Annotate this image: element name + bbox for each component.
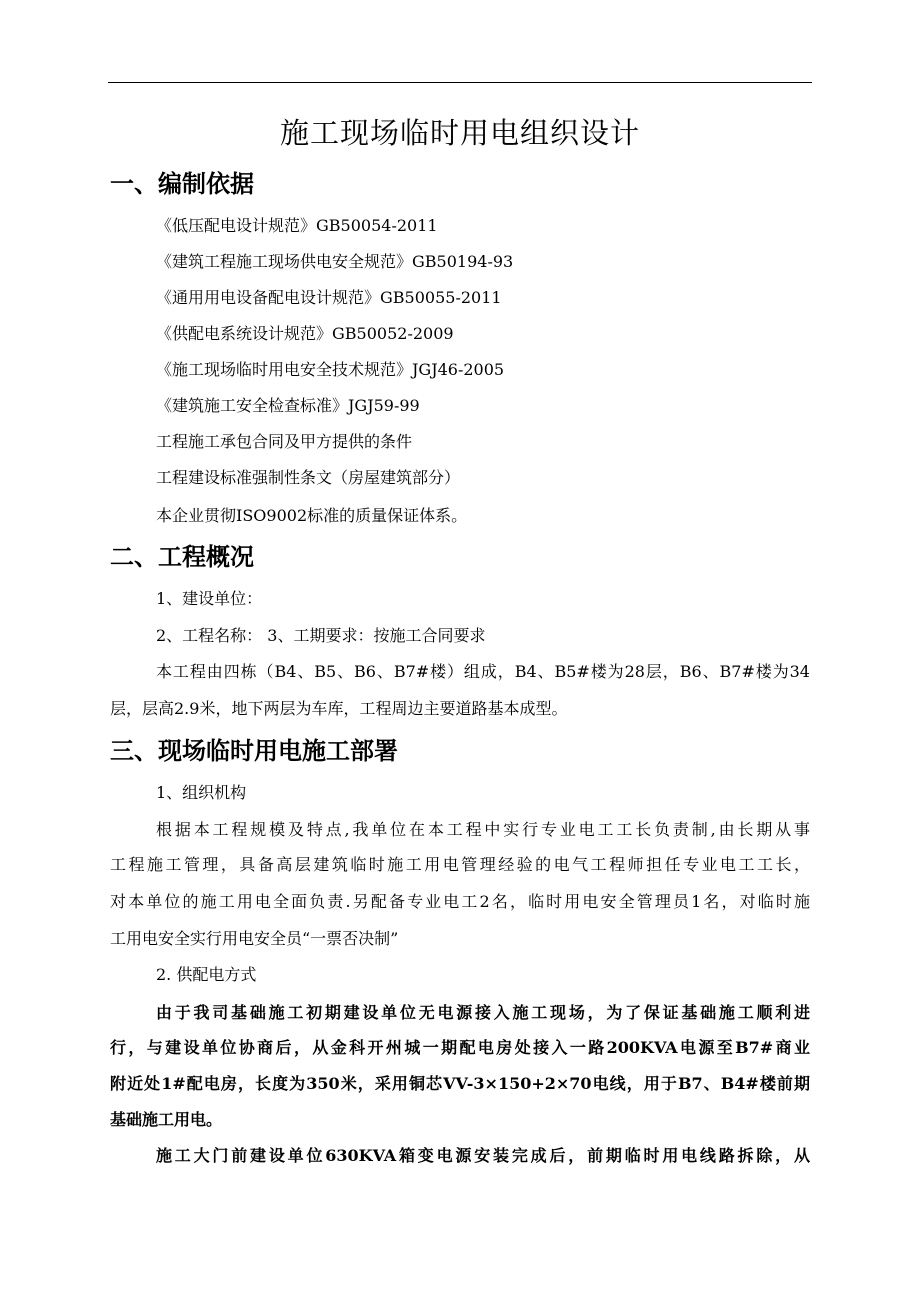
- section-heading-deployment: 三、现场临时用电施工部署: [110, 737, 398, 765]
- basis-item: 《建筑施工安全检查标准》JGJ59-99: [156, 396, 420, 415]
- supply-line: 行，与建设单位协商后，从金科开州城一期配电房处接入一路200KVA电源至B7#商业: [110, 1038, 810, 1057]
- section-heading-basis: 一、编制依据: [110, 170, 254, 198]
- organization-line: 根据本工程规模及特点,我单位在本工程中实行专业电工工长负责制,由长期从事: [156, 820, 810, 839]
- document-title: 施工现场临时用电组织设计: [279, 116, 640, 150]
- overview-line: 层，层高2.9米，地下两层为车库，工程周边主要道路基本成型。: [110, 699, 568, 718]
- supply-line: 施工大门前建设单位630KVA箱变电源安装完成后，前期临时用电线路拆除，从: [156, 1146, 810, 1165]
- basis-item: 工程建设标准强制性条文（房屋建筑部分）: [156, 468, 461, 487]
- organization-line: 工用电安全实行用电安全员“一票否决制”: [110, 929, 399, 948]
- supply-line: 附近处1#配电房，长度为350米，采用铜芯VV-3×150+2×70电线，用于B7、B4#楼前期: [110, 1074, 810, 1093]
- basis-item: 工程施工承包合同及甲方提供的条件: [156, 432, 413, 451]
- basis-item: 本企业贯彻ISO9002标准的质量保证体系。: [156, 506, 468, 525]
- overview-line: 2、工程名称： 3、工期要求：按施工合同要求: [156, 626, 486, 645]
- supply-line: 基础施工用电。: [110, 1110, 223, 1129]
- basis-item: 《低压配电设计规范》GB50054-2011: [156, 216, 438, 235]
- basis-item: 《供配电系统设计规范》GB50052-2009: [156, 324, 454, 343]
- section-heading-overview: 二、工程概况: [110, 543, 254, 571]
- overview-line: 1、建设单位：: [156, 589, 263, 608]
- header-rule: [108, 82, 812, 83]
- basis-item: 《施工现场临时用电安全技术规范》JGJ46-2005: [156, 360, 505, 379]
- organization-line: 工程施工管理，具备高层建筑临时施工用电管理经验的电气工程师担任专业电工工长，: [110, 855, 810, 874]
- overview-line: 本工程由四栋（B4、B5、B6、B7#楼）组成，B4、B5#楼为28层，B6、B7#楼为34: [156, 662, 810, 681]
- supply-line: 由于我司基础施工初期建设单位无电源接入施工现场，为了保证基础施工顺利进: [156, 1003, 810, 1022]
- organization-line: 对本单位的施工用电全面负责.另配备专业电工2名，临时用电安全管理员1名，对临时施: [110, 892, 810, 911]
- subsection-title: 1、组织机构: [156, 783, 247, 802]
- basis-item: 《通用用电设备配电设计规范》GB50055-2011: [156, 288, 502, 307]
- subsection-title: 2. 供配电方式: [156, 965, 257, 984]
- basis-item: 《建筑工程施工现场供电安全规范》GB50194-93: [156, 252, 514, 271]
